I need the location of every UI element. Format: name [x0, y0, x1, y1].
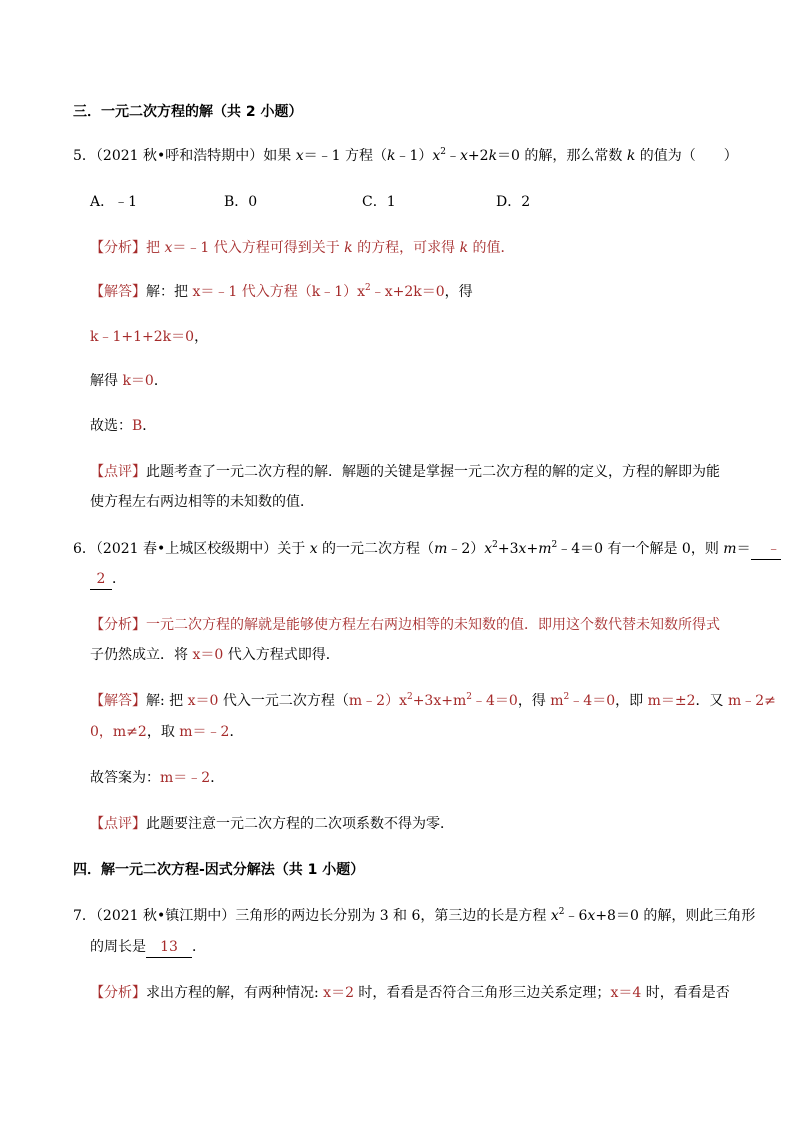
question-7-stem: 7．（2021 秋•镇江期中）三角形的两边长分别为 3 和 6，第三边的长是方程 $x^2﹣6x+8=0$ 的解，则此三角形: [73, 907, 756, 924]
question-5-choice: 故选：B．: [90, 418, 157, 434]
question-6-answer-line-1: 【解答】解: 把 x＝0 代入一元二次方程$(m﹣2)x^2+3x+m^2﹣4=0$，得 $m^2﹣4=0$，即 m＝±2．又 m﹣2≠: [90, 692, 776, 709]
question-5-answer: 【解答】解：把 x＝﹣1 代入方程$(k﹣1)x^2﹣x+2k=0$，得: [90, 283, 473, 300]
question-6-comment: 【点评】此题要注意一元二次方程的二次项系数不得为零．: [90, 816, 454, 832]
question-7-stem-line-2: 的周长是 13 ．: [90, 937, 206, 958]
question-6-analysis-line-2: 子仍然成立．将 x＝0 代入方程式即得．: [90, 647, 340, 663]
question-5-analysis: 【分析】把 x＝﹣1 代入方程可得到关于 k 的方程，可求得 k 的值．: [90, 240, 515, 256]
question-5-comment-line-1: 【点评】此题考查了一元二次方程的解．解题的关键是掌握一元二次方程的解的定义，方程的解即为能: [90, 464, 720, 480]
section-4-heading: 四．解一元二次方程-因式分解法（共 1 小题）: [73, 862, 365, 878]
option-d: D．2: [496, 194, 531, 210]
question-6-stem: 6．（2021 春•上城区校级期中）关于 x 的一元二次方程$(m﹣2)x^2+3x+m^2﹣4=0$ 有一个解是 0，则 m＝ ﹣: [73, 539, 781, 560]
question-5-step-2: 解得 k＝0．: [90, 373, 168, 389]
question-6-answer-blank-part-1: ﹣: [751, 539, 781, 560]
question-5-stem: 5．（2021 秋•呼和浩特期中）如果 x＝﹣1 方程$(k﹣1)x^2﹣x+2k=0$ 的解，那么常数 k 的值为（ ）: [73, 147, 738, 164]
question-7-analysis: 【分析】求出方程的解，有两种情况: x＝2 时，看看是否符合三角形三边关系定理；x＝4 时，看看是否: [90, 985, 730, 1001]
question-7-answer-blank: 13: [146, 937, 192, 958]
option-b: B．0: [224, 194, 258, 210]
option-a: A．﹣1: [90, 194, 138, 210]
question-6-final-answer: 故答案为：m＝﹣2．: [90, 770, 225, 786]
question-6-answer-blank-part-2: 2: [90, 569, 112, 590]
question-6-analysis-line-1: 【分析】一元二次方程的解就是能够使方程左右两边相等的未知数的值．即用这个数代替未知数所得式: [90, 617, 720, 633]
question-5-comment-line-2: 使方程左右两边相等的未知数的值．: [90, 494, 314, 510]
question-5-step-1: k﹣1+1+2k＝0，: [90, 329, 209, 345]
question-6-stem-line-2: 2 ．: [90, 569, 126, 590]
question-6-answer-line-2: 0，m≠2，取 m＝﹣2．: [90, 724, 244, 740]
option-c: C．1: [362, 194, 396, 210]
section-3-heading: 三．一元二次方程的解（共 2 小题）: [73, 104, 303, 120]
